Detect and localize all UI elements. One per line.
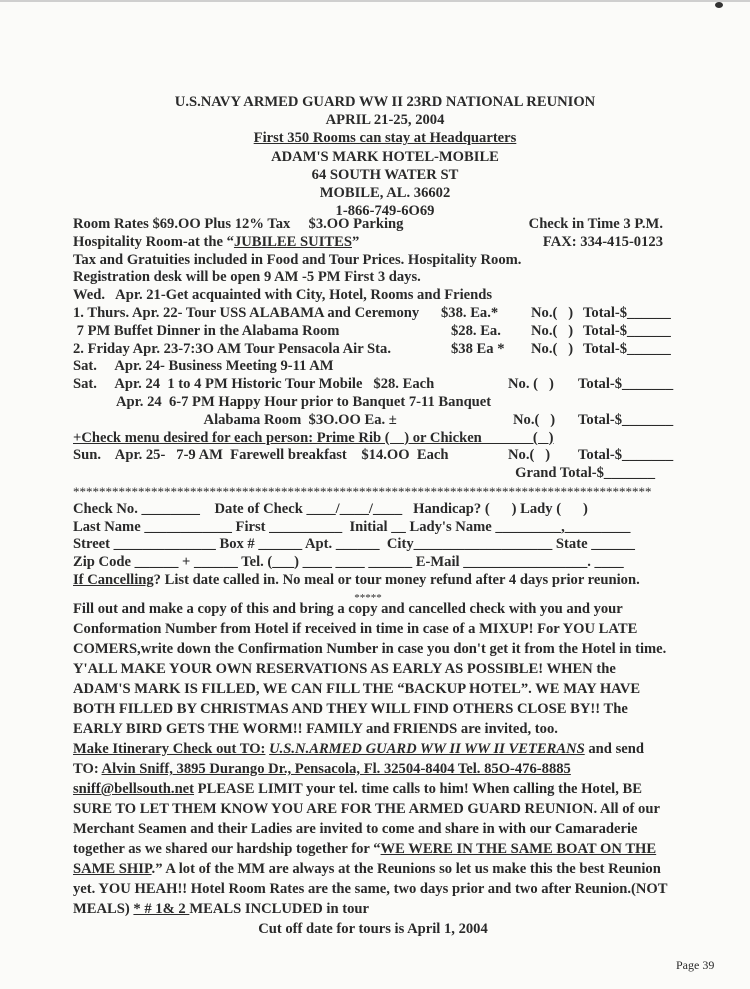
schedule-sat-tour: Sat. Apr. 24 1 to 4 PM Historic Tour Mobile $28. Each No. ( ) Total-$_______ bbox=[73, 376, 674, 393]
fax: FAX: 334-415-0123 bbox=[542, 233, 663, 250]
checkin-time: Check in Time 3 P.M. bbox=[528, 216, 663, 232]
document-header bbox=[60, 93, 710, 220]
room-rates: Room Rates $69.OO Plus 12% Tax $3.OO Parking bbox=[73, 216, 404, 232]
scan-blot bbox=[715, 2, 723, 8]
email-link[interactable]: sniff@bellsouth.net bbox=[73, 781, 195, 797]
scan-edge bbox=[0, 0, 750, 2]
dates: APRIL 21-25, 2004 bbox=[325, 112, 445, 129]
mailing-address: Alvin Sniff, 3895 Durango Dr., Pensacola, Fl. 32504-8404 Tel. 85O-476-8885 bbox=[101, 761, 571, 777]
hotel-city: MOBILE, AL. 36602 bbox=[319, 185, 451, 202]
hotel-street: 64 SOUTH WATER ST bbox=[311, 166, 459, 183]
registration-desk: Registration desk will be open 9 AM -5 PM First 3 days. bbox=[73, 269, 421, 286]
title: U.S.NAVY ARMED GUARD WW II 23RD NATIONAL REUNION bbox=[174, 94, 596, 110]
stars-divider: ***** bbox=[354, 591, 382, 604]
schedule-dinner: 7 PM Buffet Dinner in the Alabama Room $28. Ea. No.( ) Total-$______ bbox=[73, 322, 671, 339]
hospitality-room: Hospitality Room-at the “JUBILEE SUITES” bbox=[73, 233, 360, 250]
page-number: Page 39 bbox=[676, 958, 715, 972]
grand-total: Grand Total-$_______ bbox=[515, 465, 655, 482]
schedule-sun: Sun. Apr. 25- 7-9 AM Farewell breakfast $14.OO Each No.( ) Total-$_______ bbox=[73, 447, 674, 464]
schedule-banquet: Alabama Room $3O.OO Ea. ± No.( ) Total-$_______ bbox=[73, 411, 674, 428]
separator: ***************************************************************************************** bbox=[73, 483, 652, 499]
menu-choice: +Check menu desired for each person: Prime Rib ( ) or Chicken ( ) bbox=[73, 429, 554, 446]
hotel-phone: 1-866-749-6O69 bbox=[335, 203, 435, 220]
cutoff-date: Cut off date for tours is April 1, 2004 bbox=[258, 921, 488, 937]
form-line-check: Check No. ________ Date of Check ____/____/____ Handicap? ( ) Lady ( ) bbox=[73, 500, 588, 517]
schedule-sat-meeting: Sat. Apr. 24- Business Meeting 9-11 AM bbox=[73, 358, 334, 375]
instructions-paragraph: Fill out and make a copy of this and bring a copy and cancelled check with you and your Conformation Number from Hotel if received in time in case of a MIXUP! For YOU LATE COMERS,write down the Confirmation Number in case you don't get it from the Hotel in time. Y'ALL MAKE YOUR OWN RESERVATIONS AS EARLY AS POSSIBLE! WHEN the ADAM'S MARK IS FILLED, WE CAN FILL THE “BACKUP HOTEL”. WE MAY HAVE BOTH FILLED BY CHRISTMAS AND THEY WILL FIND OTHERS CLOSE BY!! The EARLY BIRD GETS THE WORM!! FAMILY and FRIENDS are invited, too. bbox=[73, 601, 667, 737]
itinerary-paragraph: Make Itinerary Check out TO: U.S.N.ARMED GUARD WW II WW II VETERANS and send TO: Alvin Sniff, 3895 Durango Dr., Pensacola, Fl. 32504-8404 Tel. 85O-476-8885 sniff@bellsouth.net PLEASE LIMIT your tel. time calls to him! When calling the Hotel, BE SURE TO LET THEM KNOW YOU ARE FOR THE ARMED GUARD REUNION. All of our Merchant Seamen and their Ladies are invited to come and share in with our Camaraderie together as we shared our hardship together for “WE WERE IN THE SAME BOAT ON THE SAME SHIP.” A lot of the MM are always at the Reunions so let us make this the best Reunion yet. YOU HEAH!! Hotel Room Rates are the same, two days prior and two after Reunion.(NOT MEALS) * # 1& 2 MEALS INCLUDED in tour Cut off date for tours is April 1, 2004 bbox=[73, 739, 673, 939]
motto: WE WERE IN THE SAME BOAT ON THE SAME SHIP bbox=[73, 841, 657, 877]
form-line-address: Street ______________ Box # ______ Apt. ______ City___________________ State ______ bbox=[73, 536, 635, 553]
itinerary-label: Make Itinerary Check out TO: bbox=[73, 741, 266, 757]
tax-note: Tax and Gratuities included in Food and Tour Prices. Hospitality Room. bbox=[73, 251, 522, 268]
schedule-happy-hour: Apr. 24 6-7 PM Happy Hour prior to Banquet 7-11 Banquet bbox=[73, 393, 492, 410]
reservation-form bbox=[73, 216, 674, 608]
hotel-name: ADAM'S MARK HOTEL-MOBILE bbox=[271, 148, 499, 165]
payee: U.S.N.ARMED GUARD WW II WW II VETERANS bbox=[269, 741, 585, 757]
rooms-note: First 350 Rooms can stay at Headquarters bbox=[253, 130, 517, 147]
cancel-policy: If Cancelling ? List date called in. No meal or tour money refund after 4 days prior reunion. bbox=[73, 571, 640, 588]
schedule-thurs: 1. Thurs. Apr. 22- Tour USS ALABAMA and Ceremony $38. Ea.* No.( ) Total-$______ bbox=[73, 304, 671, 321]
schedule-wed: Wed. Apr. 21-Get acquainted with City, Hotel, Rooms and Friends bbox=[73, 287, 493, 304]
form-line-contact: Zip Code ______ + ______ Tel. (___) ____ ____ ______ E-Mail _________________. ____ bbox=[73, 554, 624, 571]
schedule-friday: 2. Friday Apr. 23-7:3O AM Tour Pensacola Air Sta. $38 Ea * No.( ) Total-$______ bbox=[73, 340, 671, 357]
form-line-name: Last Name ____________ First __________ Initial __ Lady's Name _________,_________ bbox=[73, 518, 631, 535]
